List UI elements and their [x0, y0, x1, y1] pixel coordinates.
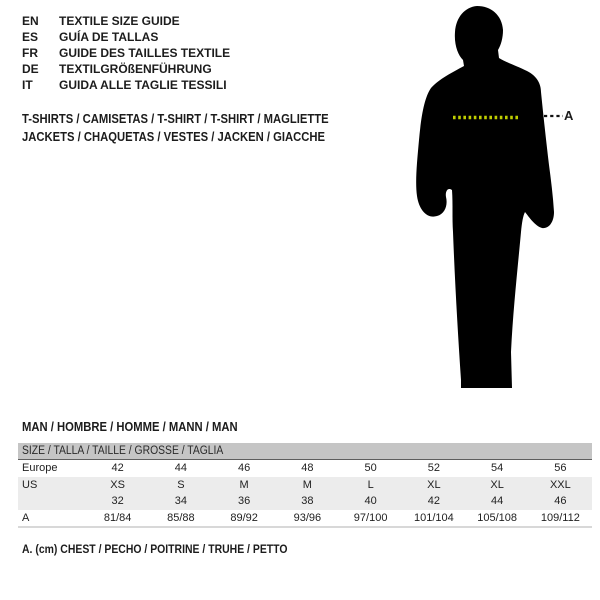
size-value: 109/112: [540, 511, 580, 524]
size-value: S: [177, 478, 185, 491]
language-row-de: [22, 61, 230, 77]
size-value: 38: [301, 495, 314, 507]
size-value: 42: [427, 495, 440, 507]
size-value: XXL: [549, 478, 571, 491]
language-row-en: [22, 13, 230, 29]
language-row-fr: [22, 45, 230, 61]
language-code: EN: [22, 14, 39, 28]
language-label: GUIDE DES TAILLES TEXTILE: [59, 46, 231, 60]
size-value: 44: [174, 462, 187, 474]
size-value: 46: [238, 462, 251, 474]
size-value: 40: [364, 495, 377, 507]
measurement-footnote: A. (cm) CHEST / PECHO / POITRINE / TRUHE / PETTO: [22, 542, 288, 556]
size-value: 81/84: [103, 511, 132, 524]
size-value: 54: [491, 462, 504, 474]
language-label: TEXTILGRÖßENFÜHRUNG: [59, 62, 212, 76]
size-value: 52: [427, 462, 440, 474]
size-value: 36: [238, 495, 251, 507]
language-label: GUIDA ALLE TAGLIE TESSILI: [59, 78, 227, 92]
size-value: M: [239, 478, 249, 491]
language-list: [22, 13, 230, 93]
language-code: ES: [22, 30, 39, 44]
size-value: M: [302, 478, 312, 491]
man-silhouette-svg: [415, 0, 600, 400]
size-value: XL: [427, 478, 441, 491]
size-value: XL: [490, 478, 504, 491]
size-value: 85/88: [167, 511, 195, 524]
language-row-es: [22, 29, 230, 45]
row-label: US: [22, 478, 38, 491]
size-value: 32: [111, 495, 124, 507]
size-value: 101/104: [413, 511, 454, 524]
size-table: [18, 443, 592, 528]
table-row-chest-cm: [18, 510, 592, 527]
size-table-header: SIZE / TALLA / TAILLE / GRÖSSE / TAGLIA: [18, 443, 592, 460]
language-row-it: [22, 77, 230, 93]
row-label: [18, 493, 86, 510]
size-value: 89/92: [230, 511, 258, 524]
section-title-man: MAN / HOMBRE / HOMME / MANN / MAN: [22, 420, 238, 434]
table-row-us-numeric: [18, 493, 592, 510]
language-code: DE: [22, 62, 39, 76]
language-label: TEXTILE SIZE GUIDE: [59, 14, 180, 28]
measure-a-label: A: [564, 108, 574, 123]
category-tshirts: T-SHIRTS / CAMISETAS / T-SHIRT / T-SHIRT / MAGLIETTE: [22, 112, 329, 126]
size-value: 46: [554, 495, 567, 507]
row-label: Europe: [22, 462, 58, 474]
table-row-us: [18, 477, 592, 494]
size-value: 105/108: [477, 511, 517, 524]
category-jackets: JACKETS / CHAQUETAS / VESTES / JACKEN / GIACCHE: [22, 129, 325, 144]
size-value: XS: [110, 478, 125, 491]
language-code: FR: [22, 46, 38, 60]
language-label: GUÍA DE TALLAS: [59, 30, 159, 44]
garment-categories: [22, 111, 363, 146]
size-value: 44: [491, 495, 504, 507]
size-value: 50: [364, 462, 377, 474]
size-value: 48: [301, 462, 314, 474]
size-value: 97/100: [353, 511, 388, 524]
table-row-europe: [18, 460, 592, 477]
language-code: IT: [22, 78, 33, 92]
size-value: 42: [111, 462, 124, 474]
size-value: 34: [174, 495, 187, 507]
man-silhouette-figure: [415, 0, 600, 400]
size-value: L: [367, 478, 374, 491]
row-label: A: [22, 511, 30, 524]
size-value: 93/96: [293, 511, 322, 524]
man-silhouette: [416, 6, 554, 388]
size-value: 56: [554, 462, 567, 474]
